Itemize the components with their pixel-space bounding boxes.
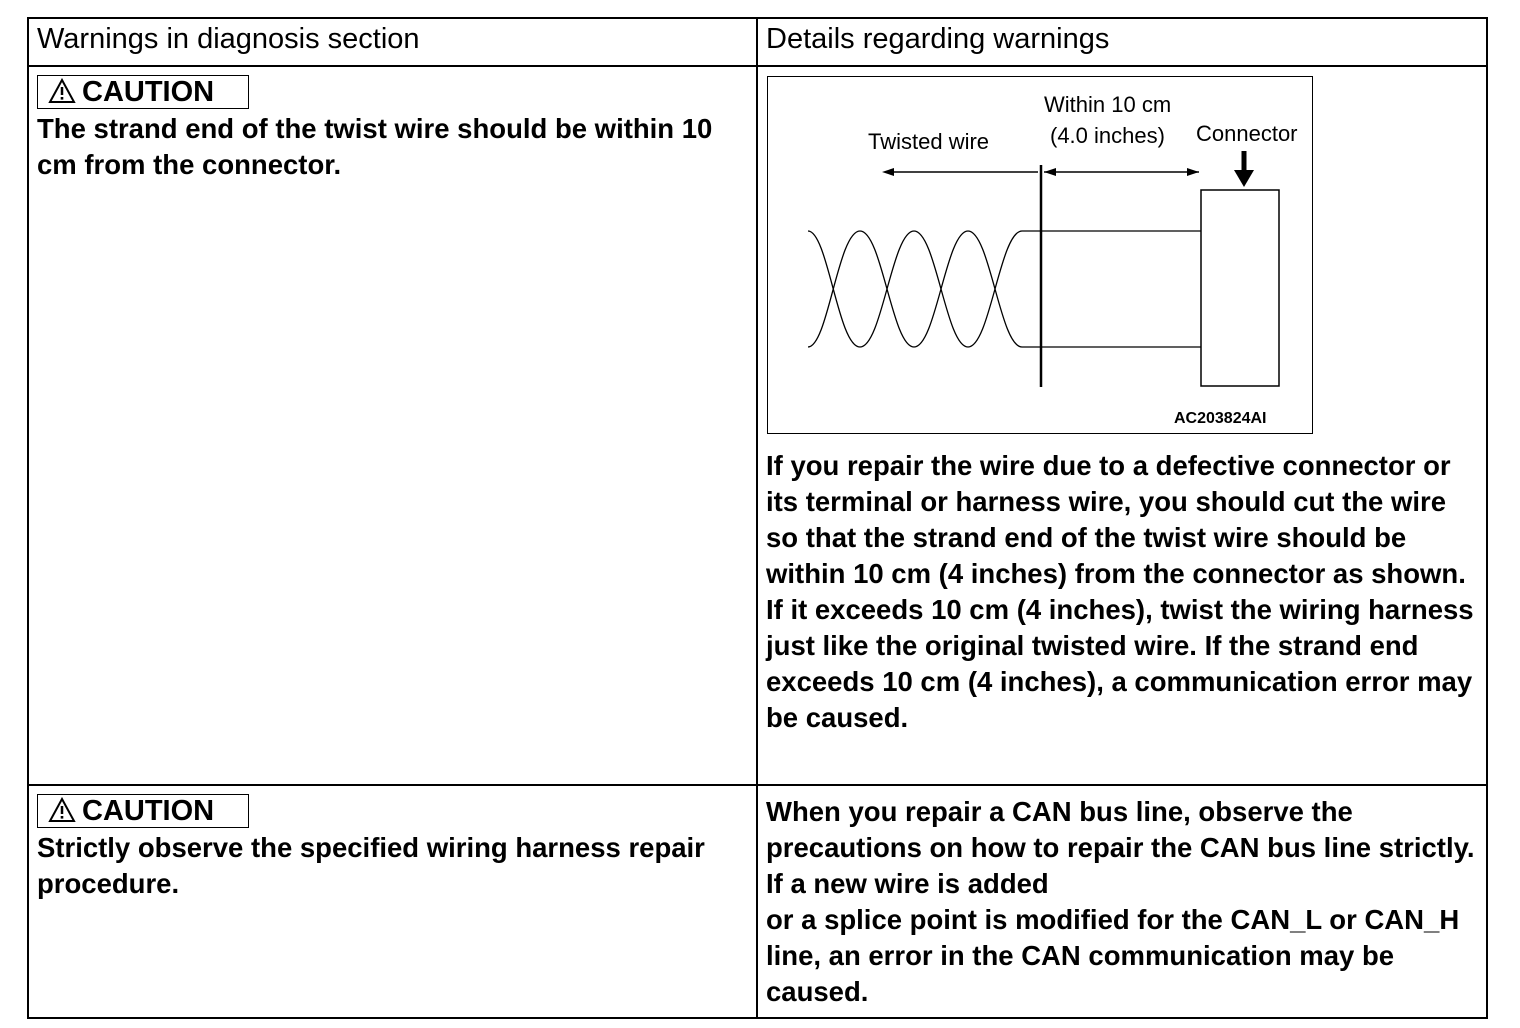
- detail-text: When you repair a CAN bus line, observe the precautions on how to repair the CAN bus line strictly. If a new wire is added or a splice point is modified for the CAN_L or CAN_H line, an error in the CAN communication may be caused.: [766, 796, 1475, 1007]
- connector-body: [1201, 190, 1279, 386]
- header-details-regarding-warnings: Details regarding warnings: [757, 18, 1487, 66]
- twisted-wire-label: Twisted wire: [868, 129, 990, 154]
- warning-triangle-icon: [48, 78, 76, 104]
- dimension-right-arrow-icon: [1187, 168, 1199, 176]
- inches-label: (4.0 inches): [1050, 123, 1165, 148]
- warning-cell: [28, 785, 757, 1018]
- caution-badge: [37, 794, 249, 828]
- detail-text: If you repair the wire due to a defective connector or its terminal or harness wire, you should cut the wire so that the strand end of the twist wire should be within 10 cm (4 inches) from the connector as shown. If it exceeds 10 cm (4 inches), twist the wiring harness just like the original twisted wire. If the strand end exceeds 10 cm (4 inches), a communication error may be caused.: [766, 450, 1474, 733]
- detail-cell: [757, 785, 1487, 1018]
- table-header-row: [28, 18, 1487, 66]
- table-row: [28, 785, 1487, 1018]
- connector-label: Connector: [1196, 121, 1298, 146]
- warnings-table: [27, 17, 1488, 1019]
- warning-text: Strictly observe the specified wiring harness repair procedure.: [37, 832, 705, 899]
- wire-upper: [808, 231, 1201, 347]
- warning-triangle-icon: [48, 797, 76, 823]
- figure-id: AC203824AI: [1174, 410, 1267, 427]
- within-label: Within 10 cm: [1044, 92, 1172, 117]
- warning-text: The strand end of the twist wire should be within 10 cm from the connector.: [37, 113, 713, 180]
- left-arrow-icon: [882, 168, 894, 176]
- table-row: [28, 66, 1487, 785]
- detail-cell: [757, 66, 1487, 785]
- wire-lower: [808, 231, 1201, 347]
- caution-badge: [37, 75, 249, 109]
- down-arrow-icon: [1234, 170, 1254, 187]
- header-warnings-in-diagnosis: Warnings in diagnosis section: [28, 18, 757, 66]
- caution-label: CAUTION: [82, 795, 215, 827]
- twisted-wire-figure: [767, 76, 1313, 434]
- warning-cell: [28, 66, 757, 785]
- dimension-left-arrow-icon: [1044, 168, 1056, 176]
- caution-label: CAUTION: [82, 76, 215, 108]
